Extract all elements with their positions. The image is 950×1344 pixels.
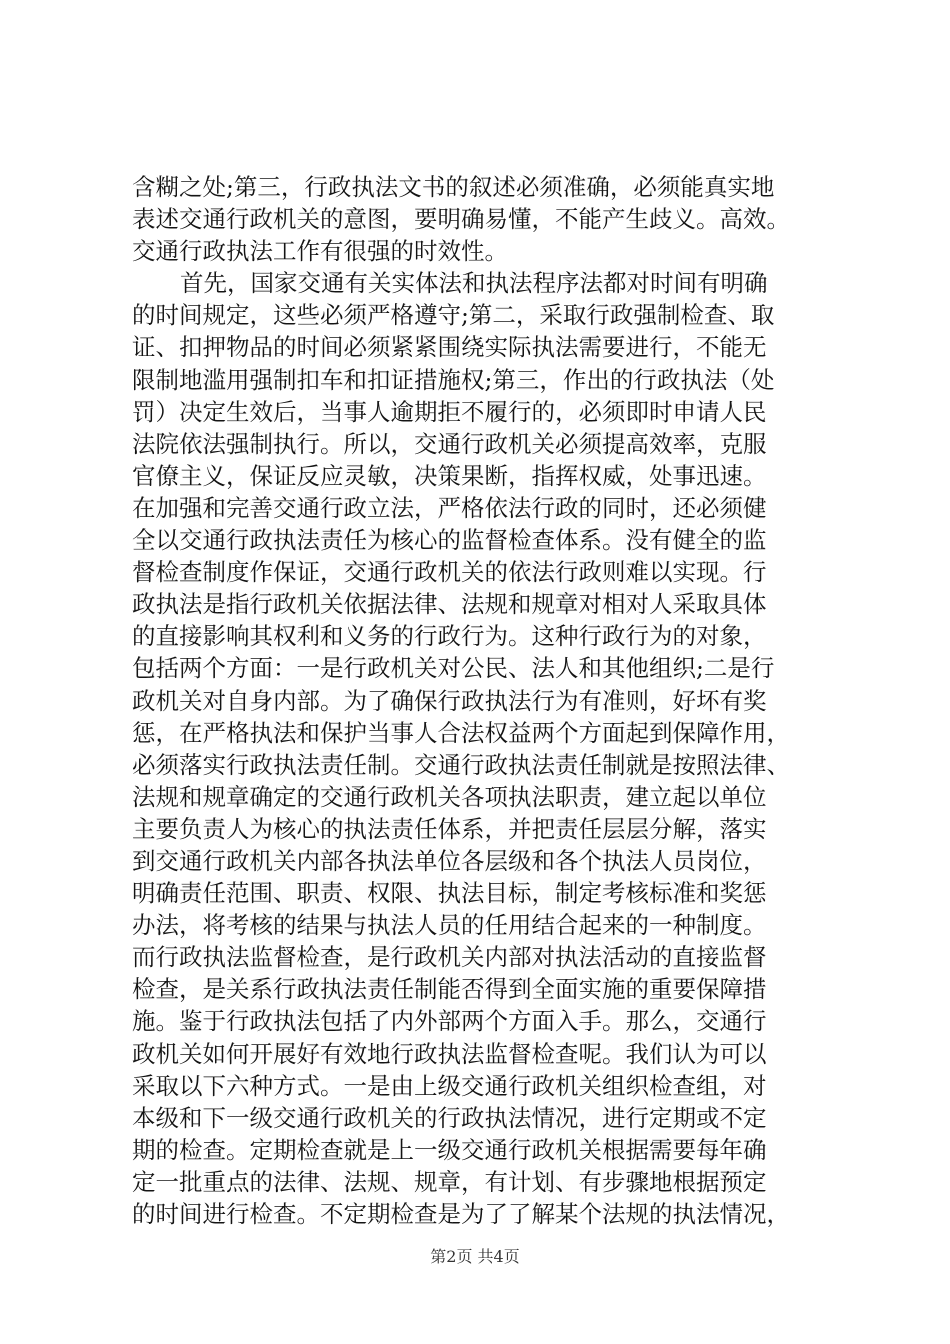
text-line: 办法，将考核的结果与执法人员的任用结合起来的一种制度。 [132, 911, 767, 940]
text-line: 包括两个方面：一是行政机关对公民、法人和其他组织;二是行 [132, 654, 775, 683]
text-line: 督检查制度作保证，交通行政机关的依法行政则难以实现。行 [132, 558, 767, 587]
body-text [132, 171, 832, 1230]
text-line: 主要负责人为核心的执法责任体系，并把责任层层分解，落实 [132, 814, 767, 843]
text-line: 官僚主义，保证反应灵敏，决策果断，指挥权威，处事迅速。 [132, 461, 767, 490]
text-line: 检查，是关系行政执法责任制能否得到全面实施的重要保障措 [132, 975, 767, 1004]
text-line: 全以交通行政执法责任为核心的监督检查体系。没有健全的监 [132, 526, 767, 555]
text-line: 法院依法强制执行。所以，交通行政机关必须提高效率，克服 [132, 429, 767, 458]
text-line: 在加强和完善交通行政立法，严格依法行政的同时，还必须健 [132, 493, 767, 522]
page-footer: 第2页 共4页 [430, 1247, 520, 1266]
text-line: 限制地滥用强制扣车和扣证措施权;第三，作出的行政执法（处 [132, 365, 775, 394]
text-line: 而行政执法监督检查，是行政机关内部对执法活动的直接监督 [132, 943, 767, 972]
paragraph-start-line: 首先，国家交通有关实体法和执法程序法都对时间有明确 [180, 269, 768, 298]
text-line: 政执法是指行政机关依据法律、法规和规章对相对人采取具体 [132, 590, 767, 619]
text-line: 交通行政执法工作有很强的时效性。 [132, 237, 508, 266]
text-line: 施。鉴于行政执法包括了内外部两个方面入手。那么，交通行 [132, 1007, 767, 1036]
text-line: 法规和规章确定的交通行政机关各项执法职责，建立起以单位 [132, 782, 767, 811]
text-line: 表述交通行政机关的意图，要明确易懂，不能产生歧义。高效。 [132, 205, 790, 234]
text-line: 惩，在严格执法和保护当事人合法权益两个方面起到保障作用， [132, 718, 790, 747]
text-line: 到交通行政机关内部各执法单位各层级和各个执法人员岗位， [132, 846, 767, 875]
text-line: 必须落实行政执法责任制。交通行政执法责任制就是按照法律、 [132, 750, 790, 779]
text-line: 的时间进行检查。不定期检查是为了了解某个法规的执法情况， [132, 1200, 790, 1228]
text-line: 采取以下六种方式。一是由上级交通行政机关组织检查组，对 [132, 1071, 767, 1100]
text-line: 含糊之处;第三，行政执法文书的叙述必须准确，必须能真实地 [132, 173, 775, 201]
text-line: 本级和下一级交通行政机关的行政执法情况，进行定期或不定 [132, 1103, 767, 1132]
text-line: 明确责任范围、职责、权限、执法目标，制定考核标准和奖惩 [132, 879, 767, 908]
text-line: 定一批重点的法律、法规、规章，有计划、有步骤地根据预定 [132, 1167, 767, 1196]
text-line: 的直接影响其权利和义务的行政行为。这种行政行为的对象， [132, 622, 767, 651]
text-line: 罚）决定生效后，当事人逾期拒不履行的，必须即时申请人民 [132, 397, 767, 426]
text-line: 政机关对自身内部。为了确保行政执法行为有准则，好坏有奖 [132, 686, 767, 715]
text-line: 证、扣押物品的时间必须紧紧围绕实际执法需要进行，不能无 [132, 333, 767, 362]
text-line: 政机关如何开展好有效地行政执法监督检查呢。我们认为可以 [132, 1039, 767, 1068]
text-line: 的时间规定，这些必须严格遵守;第二，采取行政强制检查、取 [132, 301, 775, 330]
text-line: 期的检查。定期检查就是上一级交通行政机关根据需要每年确 [132, 1135, 767, 1164]
